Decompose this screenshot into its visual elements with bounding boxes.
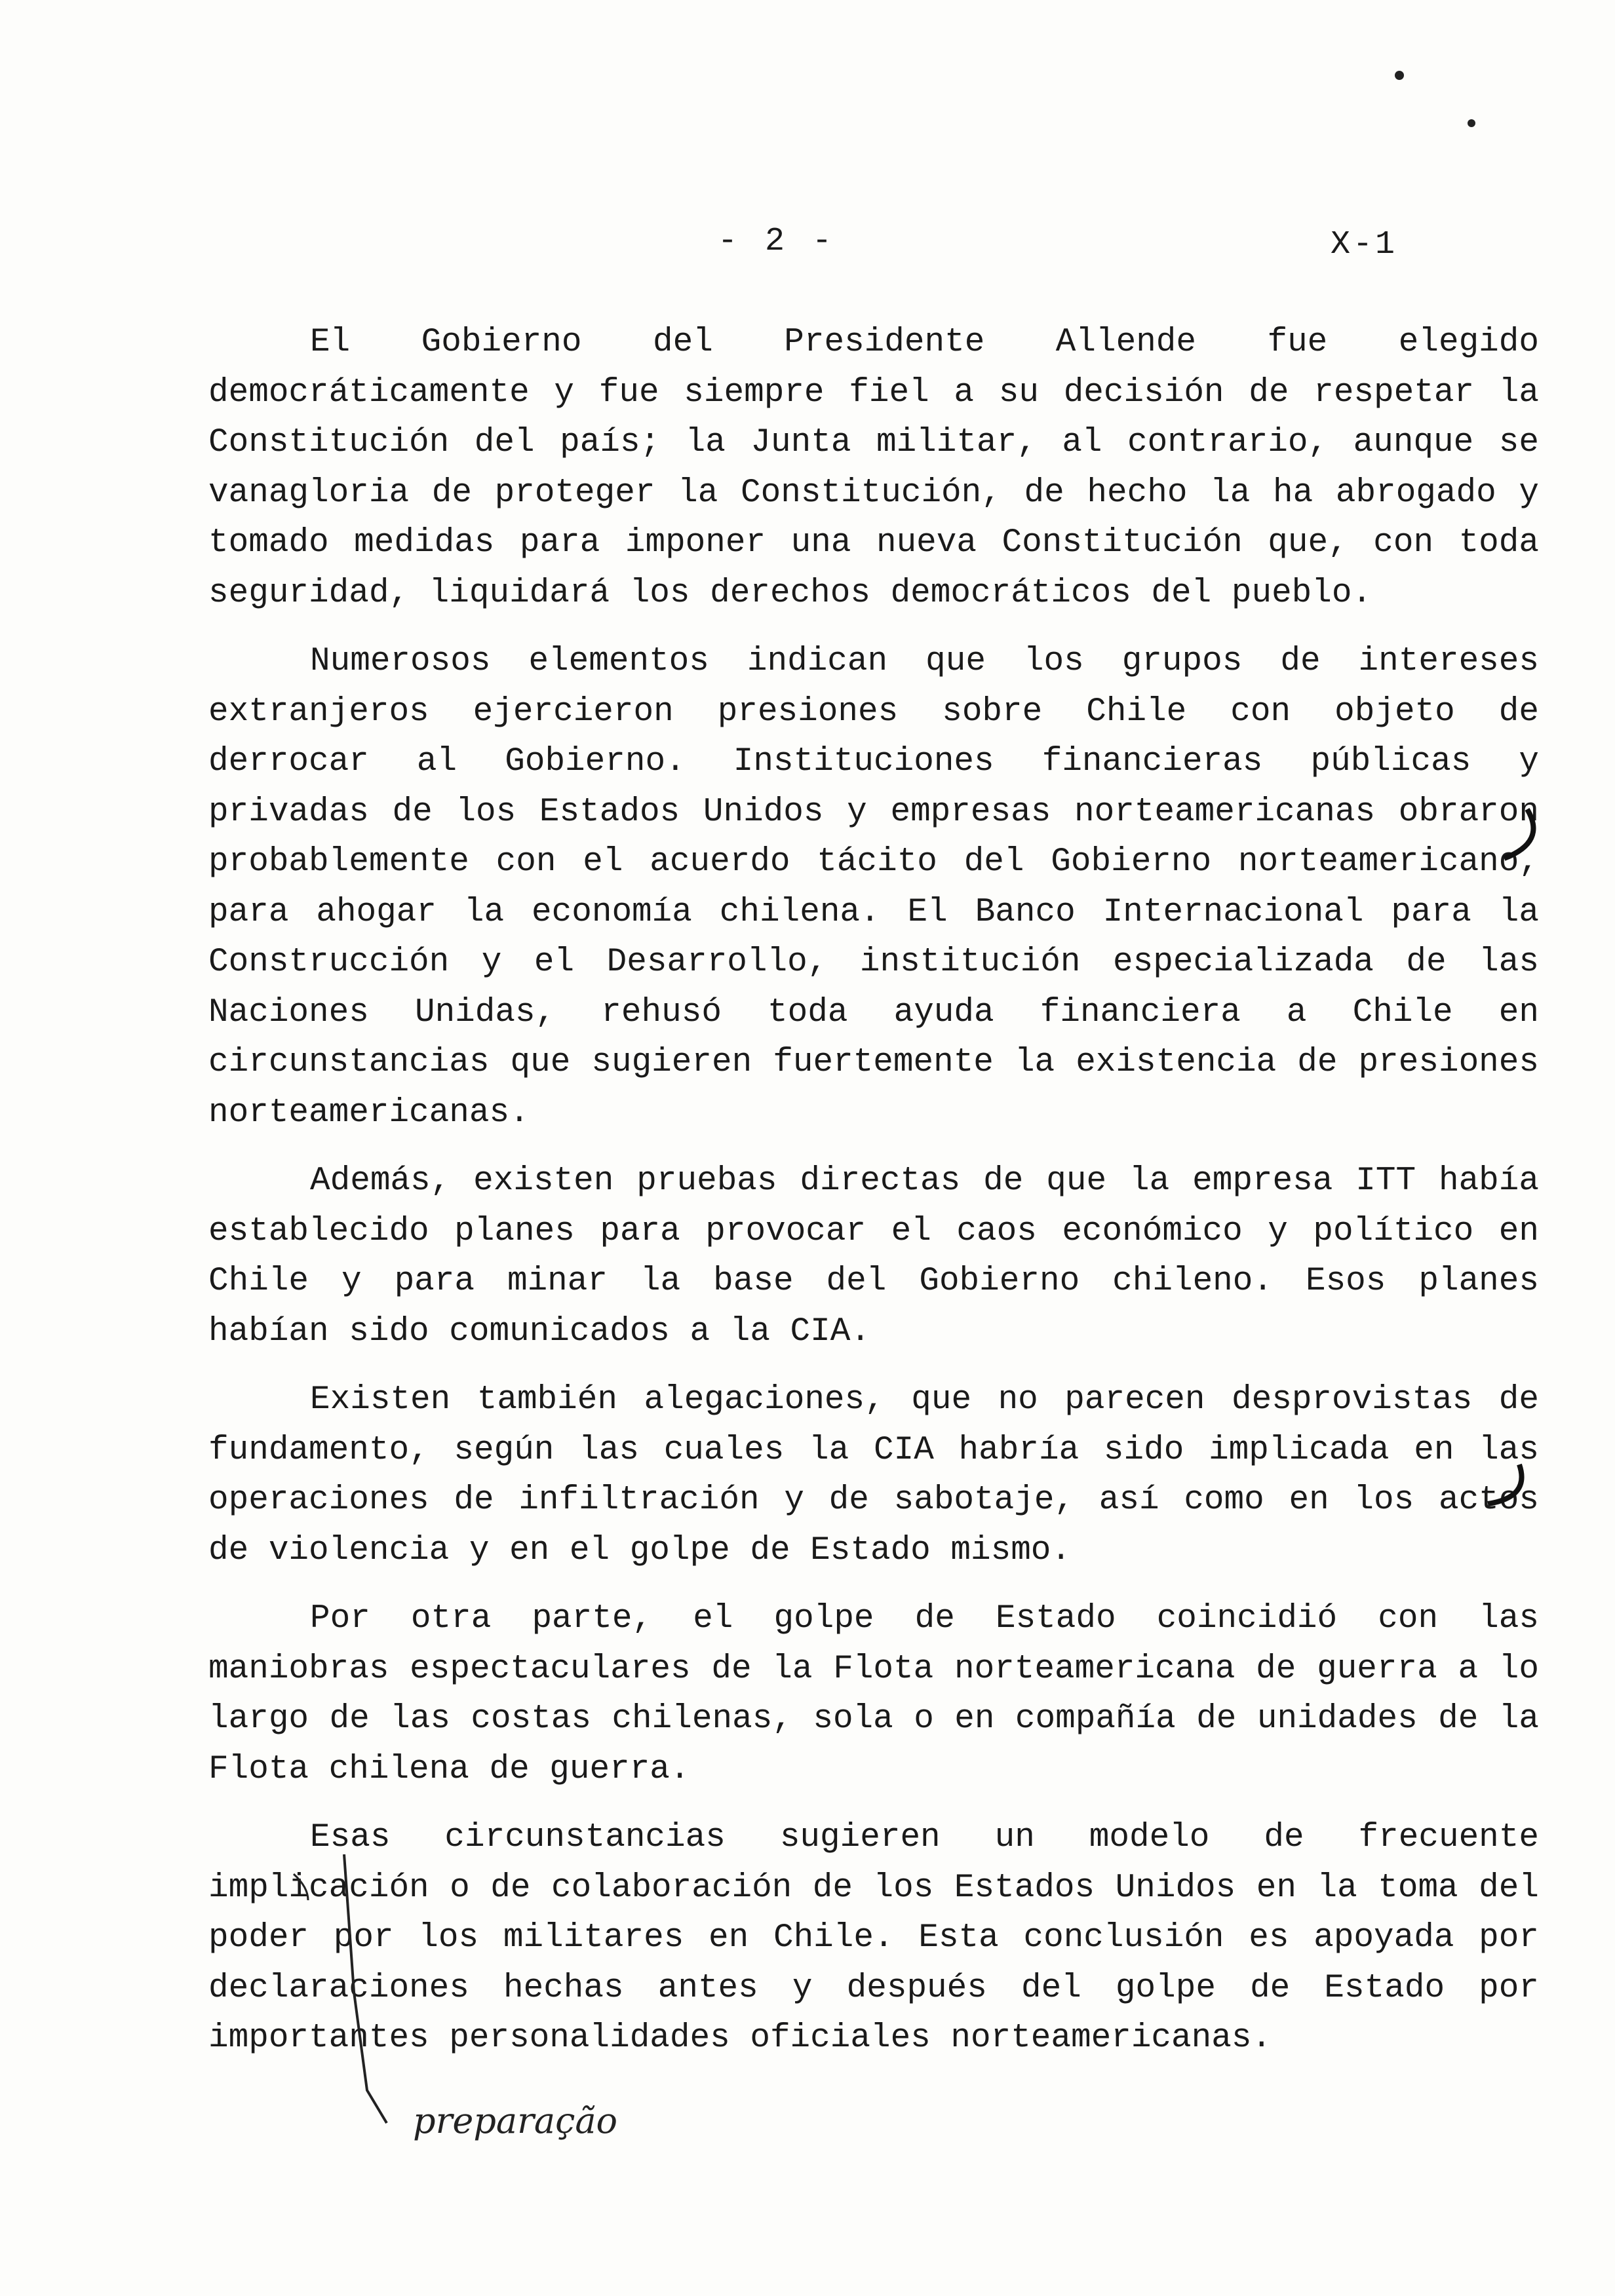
- paragraph: Esas circunstancias sugieren un modelo de frecuente implicación o de colaboración de los Estados Unidos en la toma del poder por los militares en Chile. Esta conclusión es apoyada por declaraciones hechas antes y después del golpe de Estado por importantes personalidades oficiales norteamericanas.: [208, 1819, 1539, 2057]
- document-code: X-1: [1331, 226, 1398, 263]
- document-body: [208, 318, 1539, 2082]
- ink-dot-mark: [1395, 71, 1404, 80]
- ink-dot-mark: [1468, 119, 1475, 127]
- paragraph: El Gobierno del Presidente Allende fue elegido democráticamente y fue siempre fiel a su decisión de respetar la Constitución del país; la Junta militar, al contrario, aunque se vanagloria de proteger la Constitución, de hecho la ha abrogado y tomado medidas para imponer una nueva Constitución que, con toda seguridad, liquidará los derechos democráticos del pueblo.: [208, 324, 1539, 612]
- paragraph: Existen también alegaciones, que no parecen desprovistas de fundamento, según las cuales la CIA habría sido implicada en las operaciones de infiltración y de sabotaje, así como en los actos de violencia y en el golpe de Estado mismo.: [208, 1381, 1539, 1569]
- paragraph: Por otra parte, el golpe de Estado coincidió con las maniobras espectaculares de la Flota norteamericana de guerra a lo largo de las costas chilenas, sola o en compañía de unidades de la Flota chilena de guerra.: [208, 1600, 1539, 1788]
- handwritten-note: preparação: [413, 2100, 618, 2141]
- paragraph: Numerosos elementos indican que los grupos de intereses extranjeros ejercieron presiones sobre Chile con objeto de derrocar al Gobierno. Instituciones financieras públicas y privadas de los Estados Unidos y empresas norteamericanas obraron probablemente con el acuerdo tácito del Gobierno norteamericano, para ahogar la economía chilena. El Banco Internacional para la Construcción y el Desarrollo, institución especializada de las Naciones Unidas, rehusó toda ayuda financiera a Chile en circunstancias que sugieren fuertemente la existencia de presiones norteamericanas.: [208, 643, 1539, 1132]
- paragraph: Además, existen pruebas directas de que la empresa ITT había establecido planes para provocar el caos económico y político en Chile y para minar la base del Gobierno chileno. Esos planes habían sido comunicados a la CIA.: [208, 1162, 1539, 1350]
- page-number: - 2 -: [718, 223, 836, 260]
